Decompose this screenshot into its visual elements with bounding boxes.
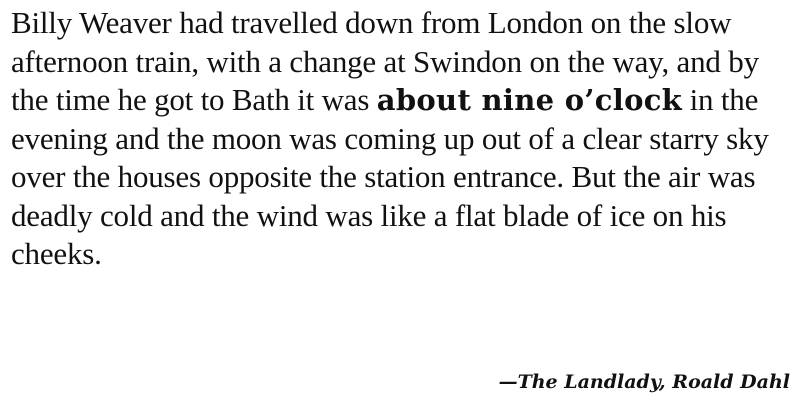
passage-text-before: Billy Weaver had travelled down from London on the slow afternoon train, with a change at Swindon on the way, and by the time he got to Bath it was: [11, 5, 759, 117]
passage-text-after: in the evening and the moon was coming up out of a clear starry sky over the houses opposite the station entrance. But the air was deadly cold and the wind was like a flat blade of ice on his cheeks.: [11, 82, 769, 271]
passage-emphasis: about nine o’clock: [376, 83, 683, 117]
quote-attribution: —The Landlady, Roald Dahl: [498, 371, 790, 393]
quote-passage: [11, 4, 781, 274]
